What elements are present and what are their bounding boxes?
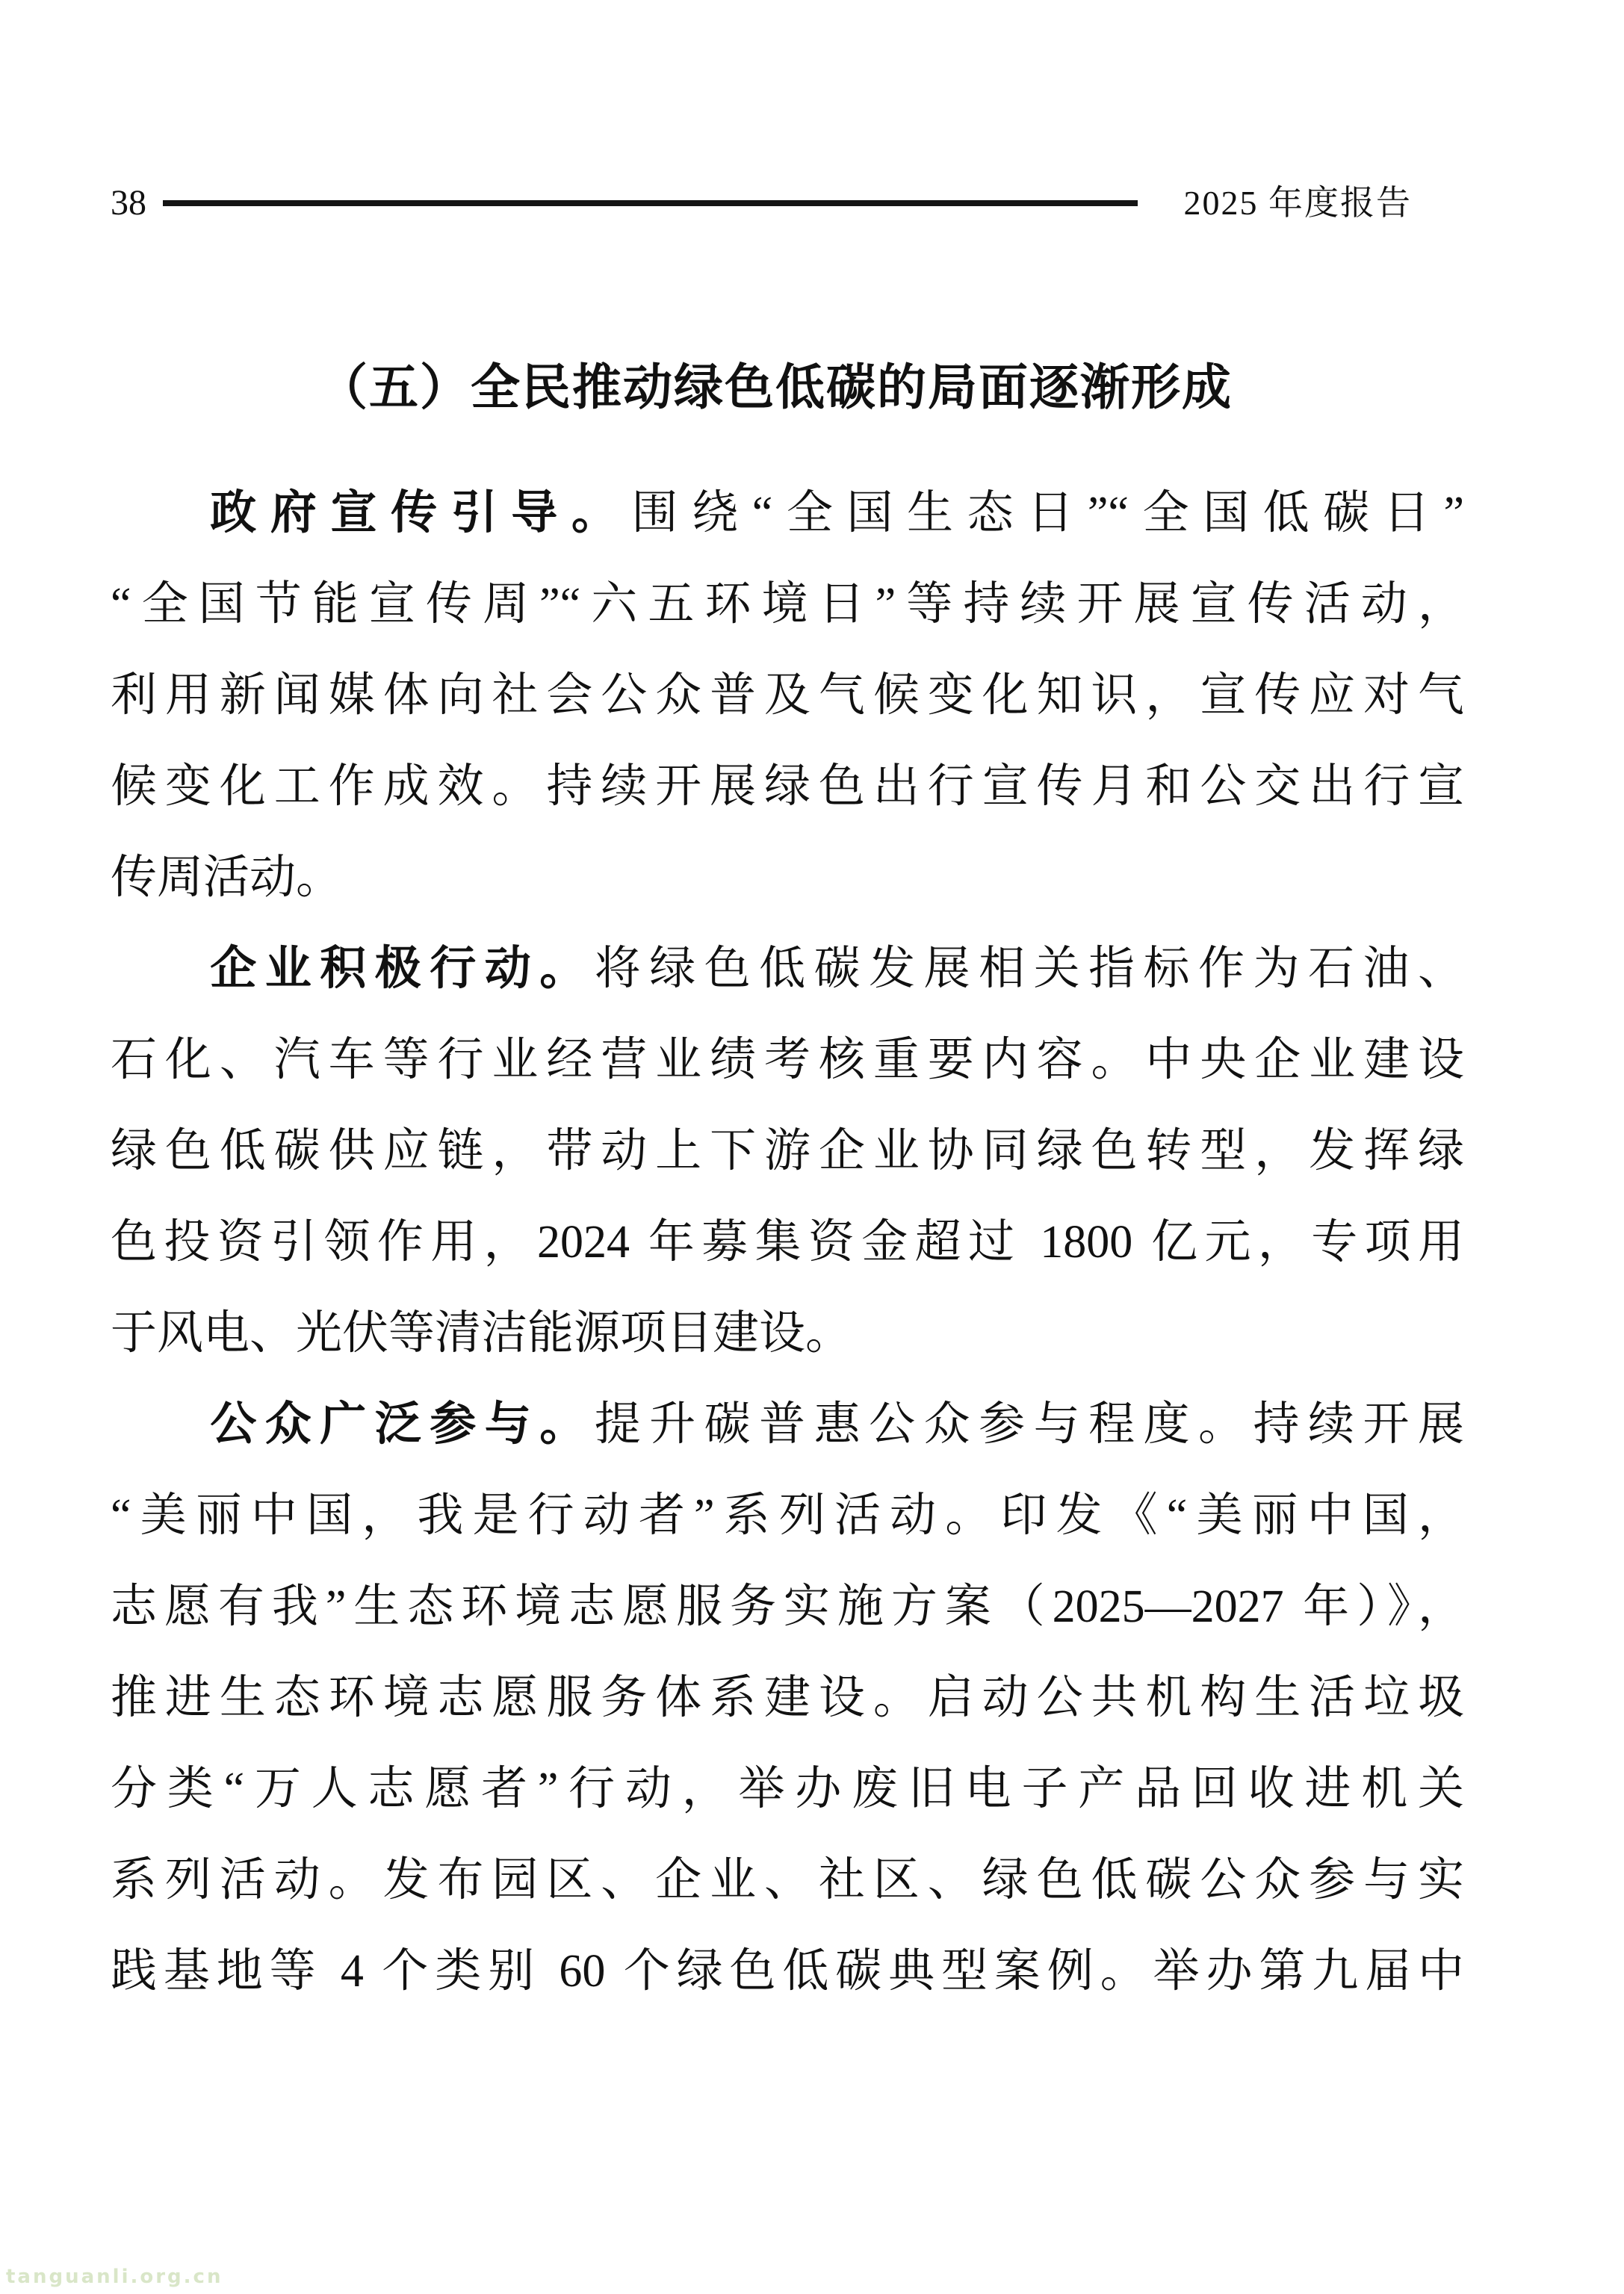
header-rule	[163, 200, 1138, 206]
body-line-text: 围绕“全国生态日”“全国低碳日”	[631, 488, 1464, 539]
paragraph-enterprise-action	[111, 923, 1464, 1379]
body-line: 候变化工作成效。持续开展绿色出行宣传月和公交出行宣	[111, 761, 1464, 812]
body-line: 于风电、光伏等清洁能源项目建设。	[111, 1308, 852, 1359]
body-line-text: 将绿色低碳发展相关指标作为石油、	[594, 943, 1464, 994]
report-title: 2025 年度报告	[1183, 184, 1412, 222]
body-line: 推进生态环境志愿服务体系建设。启动公共机构生活垃圾	[111, 1673, 1464, 1723]
body-line-text: 提升碳普惠公众参与程度。持续开展	[594, 1399, 1464, 1450]
body-line	[111, 1379, 1464, 1470]
page-header	[111, 179, 1464, 227]
body-line: 利用新闻媒体向社会公众普及气候变化知识，宣传应对气	[111, 670, 1464, 721]
body-line: 色投资引领作用，2024 年募集资金超过 1800 亿元，专项用	[111, 1217, 1464, 1268]
body-line	[111, 468, 1464, 559]
body-line: 系列活动。发布园区、企业、社区、绿色低碳公众参与实	[111, 1855, 1464, 1906]
watermark: tanguanli.org.cn	[6, 2266, 223, 2288]
paragraph-government-publicity	[111, 468, 1464, 923]
body-line: 践基地等 4 个类别 60 个绿色低碳典型案例。举办第九届中	[111, 1946, 1464, 1997]
page-number: 38	[111, 183, 146, 223]
paragraph-lead: 企业积极行动。	[210, 943, 595, 994]
section-heading: （五）全民推动绿色低碳的局面逐渐形成	[318, 361, 1233, 415]
body-line: “美丽中国，我是行动者”系列活动。印发《“美丽中国，	[111, 1490, 1464, 1541]
body-line	[111, 923, 1464, 1014]
body-line: 传周活动。	[111, 852, 343, 903]
paragraph-lead: 政府宣传引导。	[210, 488, 632, 539]
paragraph-lead: 公众广泛参与。	[210, 1399, 595, 1450]
paragraph-public-participation	[111, 1379, 1464, 2017]
body-line: 志愿有我”生态环境志愿服务实施方案（2025—2027 年）》，	[111, 1581, 1464, 1632]
body-line: 分类“万人志愿者”行动，举办废旧电子产品回收进机关	[111, 1764, 1464, 1814]
body-line: 石化、汽车等行业经营业绩考核重要内容。中央企业建设	[111, 1035, 1464, 1085]
body-text	[111, 468, 1464, 2017]
body-line: “全国节能宣传周”“六五环境日”等持续开展宣传活动，	[111, 579, 1464, 630]
body-line: 绿色低碳供应链，带动上下游企业协同绿色转型，发挥绿	[111, 1126, 1464, 1177]
